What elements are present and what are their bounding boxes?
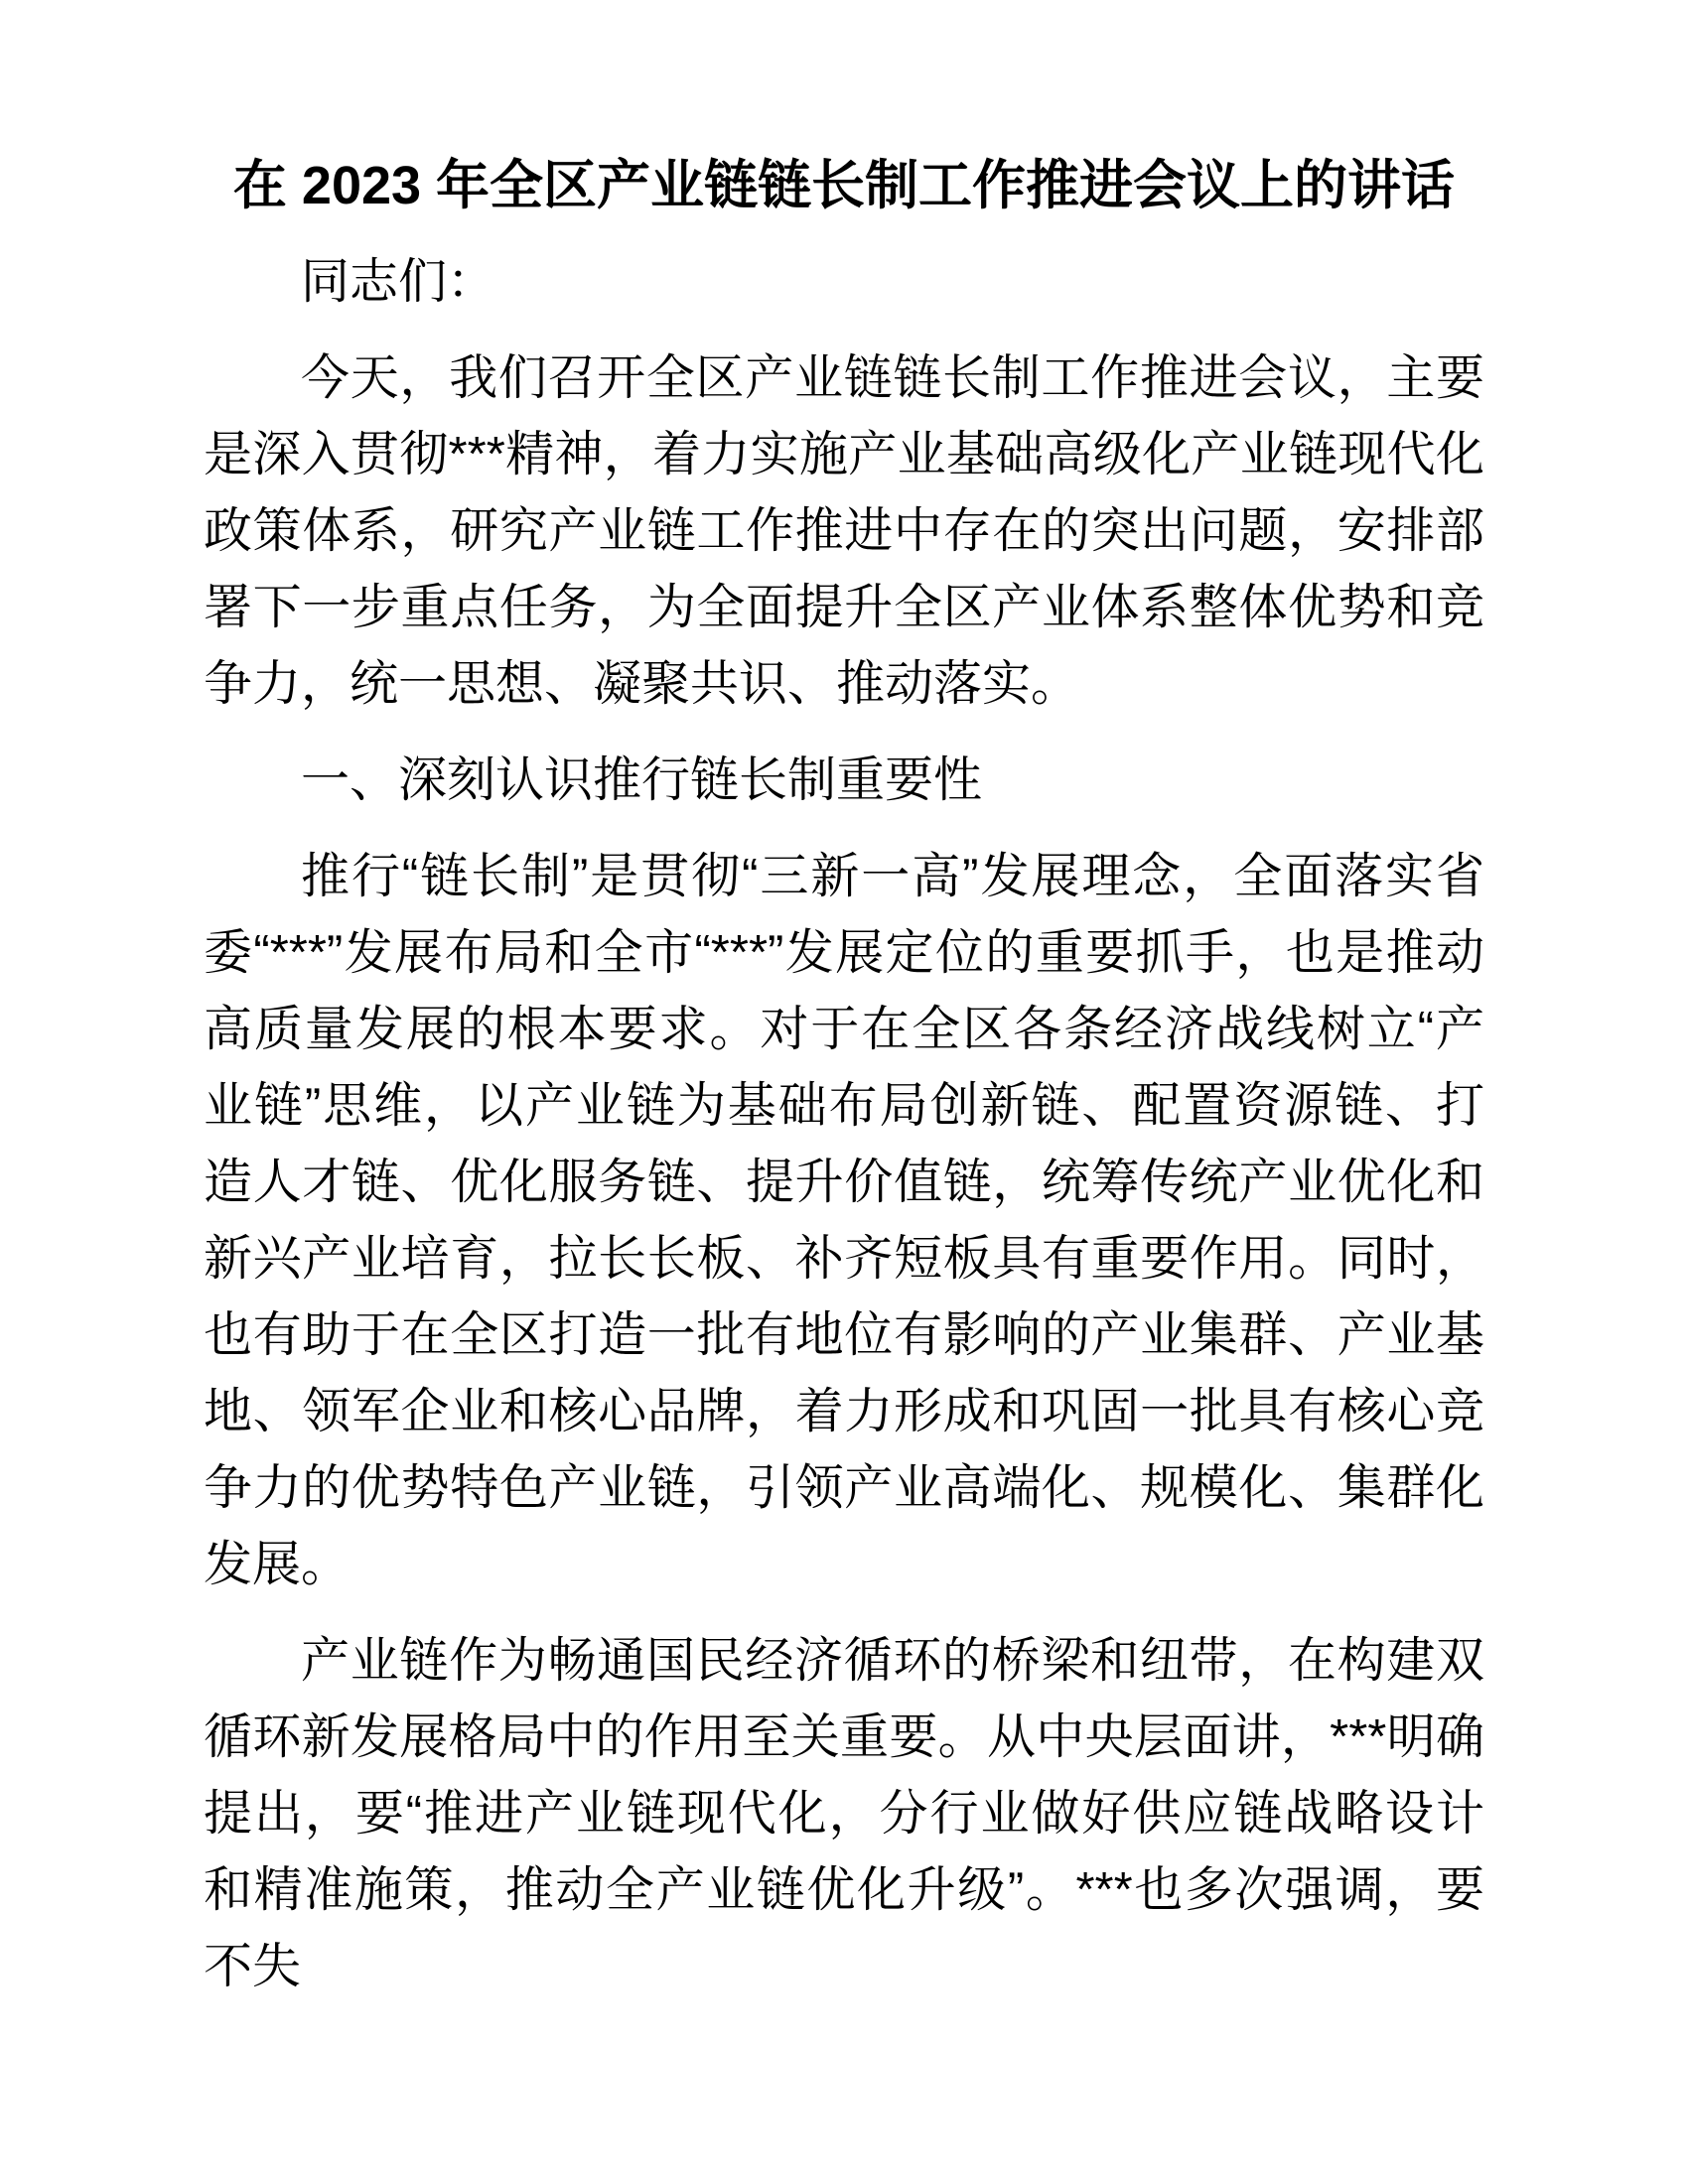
body-paragraph-2: 产业链作为畅通国民经济循环的桥梁和纽带，在构建双循环新发展格局中的作用至关重要。从中央层面讲，***明确提出，要“推进产业链现代化，分行业做好供应链战略设计和精准施策，推动全产业链优化升级”。***也多次强调，要不失 [204, 1634, 1484, 1993]
salutation: 同志们： [301, 255, 496, 309]
body-paragraph-1: 推行“链长制”是贯彻“三新一高”发展理念，全面落实省委“***”发展布局和全市“***”发展定位的重要抓手，也是推动高质量发展的根本要求。对于在全区各条经济战线树立“产业链”思维，以产业链为基础布局创新链、配置资源链、打造人才链、优化服务链、提升价值链，统筹传统产业优化和新兴产业培育，拉长长板、补齐短板具有重要作用。同时，也有助于在全区打造一批有地位有影响的产业集群、产业基地、领军企业和核心品牌，着力形成和巩固一批具有核心竞争力的优势特色产业链，引领产业高端化、规模化、集群化发展。 [204, 850, 1484, 1591]
opening-paragraph: 今天，我们召开全区产业链链长制工作推进会议，主要是深入贯彻***精神，着力实施产业基础高级化产业链现代化政策体系，研究产业链工作推进中存在的突出问题，安排部署下一步重点任务，为全面提升全区产业体系整体优势和竞争力，统一思想、凝聚共识、推动落实。 [204, 351, 1484, 711]
document-title: 在 2023 年全区产业链链长制工作推进会议上的讲话 [232, 156, 1456, 215]
section-heading-one: 一、深刻认识推行链长制重要性 [301, 753, 983, 807]
